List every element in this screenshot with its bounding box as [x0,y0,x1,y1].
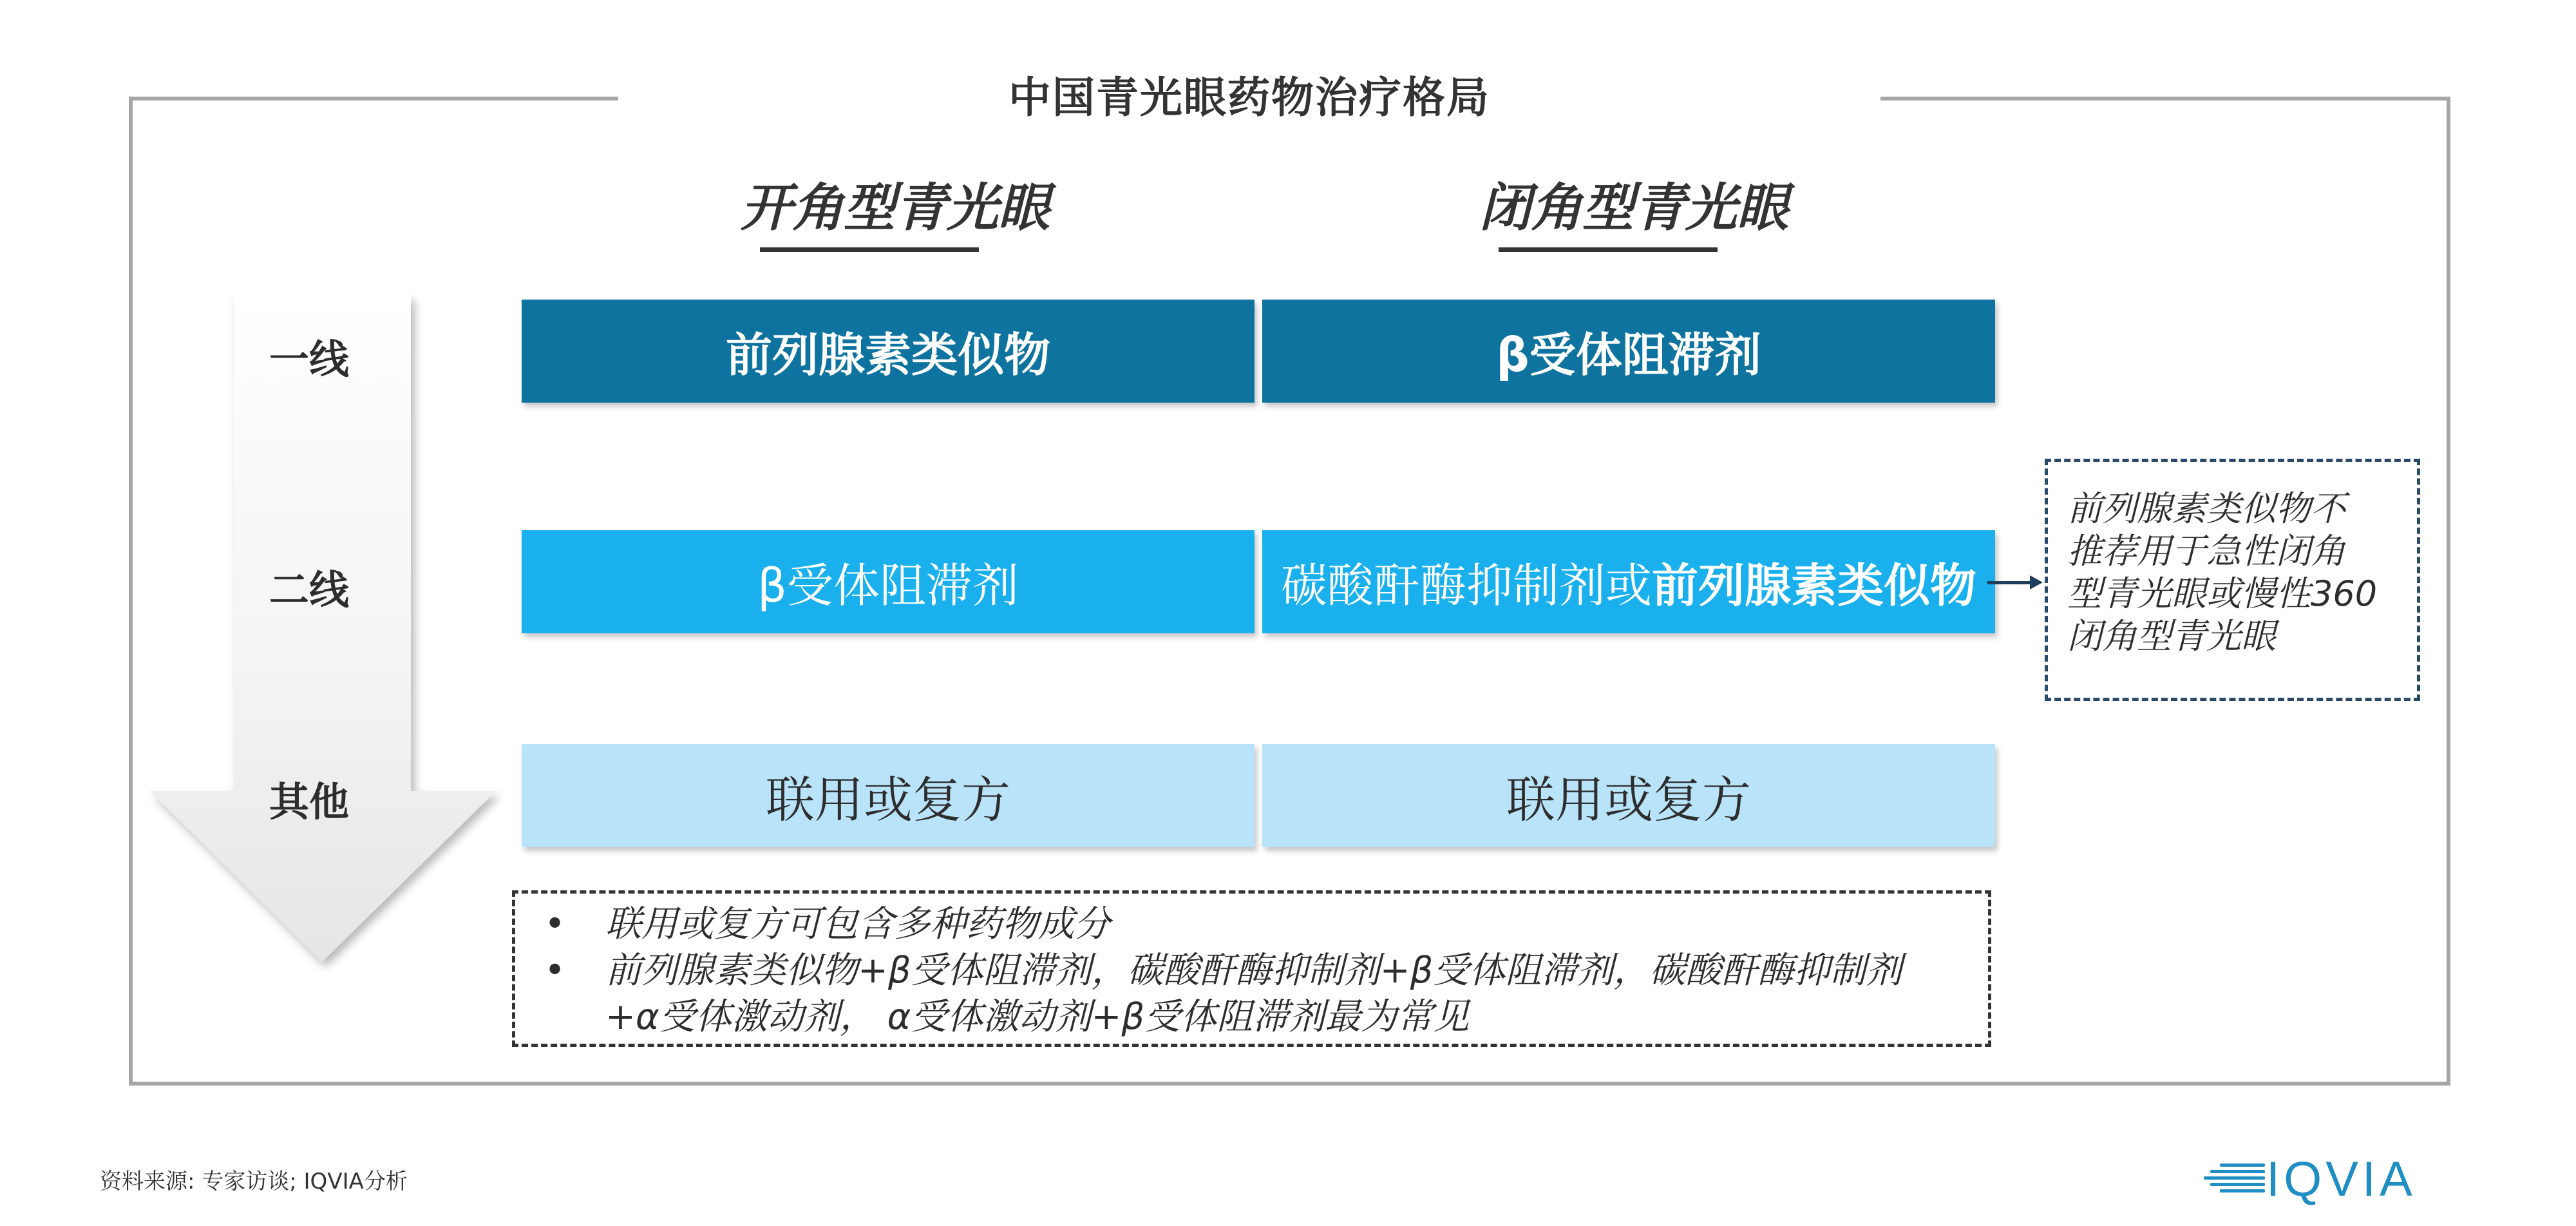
cell-other-closed-angle: 联用或复方 [1262,744,1995,847]
column-header-open-angle: 开角型青光眼 [741,178,1050,238]
connector-line [1987,581,2031,584]
note-bullet-item [531,948,1975,994]
bullet-icon: • [544,950,566,991]
cell-other-open-angle: 联用或复方 [522,744,1255,847]
column-header-closed-angle: 闭角型青光眼 [1479,178,1788,238]
note-bullet-item [531,901,1975,948]
cell-second-line-closed-normal-text: 碳酸酐酶抑制剂或 [1280,559,1652,613]
page-title: 中国青光眼药物治疗格局 [1009,73,1490,122]
column-underline-closed-angle [1499,247,1718,252]
side-note-box [2045,459,2420,701]
cell-second-line-closed-bold-text: 前列腺素类似物 [1652,559,1977,613]
row-label-other: 其他 [269,778,349,825]
cell-second-line-open-angle: β受体阻滞剂 [522,530,1255,633]
row-label-first-line: 一线 [269,336,349,383]
side-note-line: 型青光眼或慢性360 [2067,573,2378,614]
row-label-second-line: 二线 [269,566,349,613]
side-note-line: 推荐用于急性闭角 [2067,531,2345,571]
side-note-line: 闭角型青光眼 [2067,616,2276,656]
side-note-line: 前列腺素类似物不 [2067,488,2345,529]
iqvia-logo [2204,1153,2448,1205]
logo-stripes-icon [2204,1160,2265,1198]
bullet-icon: • [544,903,566,945]
source-citation: 资料来源: 专家访谈; IQVIA分析 [100,1169,408,1194]
logo-wordmark: IQVIA [2266,1151,2416,1207]
note-text: 联用或复方可包含多种药物成分 [605,903,1110,945]
treatment-line-arrow [147,295,507,972]
note-text: +α受体激动剂， α受体激动剂+β受体阻滞剂最为常见 [605,996,1470,1038]
note-continuation [531,994,1975,1040]
connector-arrowhead [2030,575,2043,589]
cell-first-line-open-angle: 前列腺素类似物 [522,300,1255,403]
note-text: 前列腺素类似物+β受体阻滞剂，碳酸酐酶抑制剂+β受体阻滞剂，碳酸酐酶抑制剂 [605,950,1902,991]
combination-note-box [512,890,1991,1047]
cell-first-line-closed-angle: β受体阻滞剂 [1262,300,1995,403]
column-underline-open-angle [760,247,979,252]
cell-second-line-closed-angle [1262,530,1995,633]
